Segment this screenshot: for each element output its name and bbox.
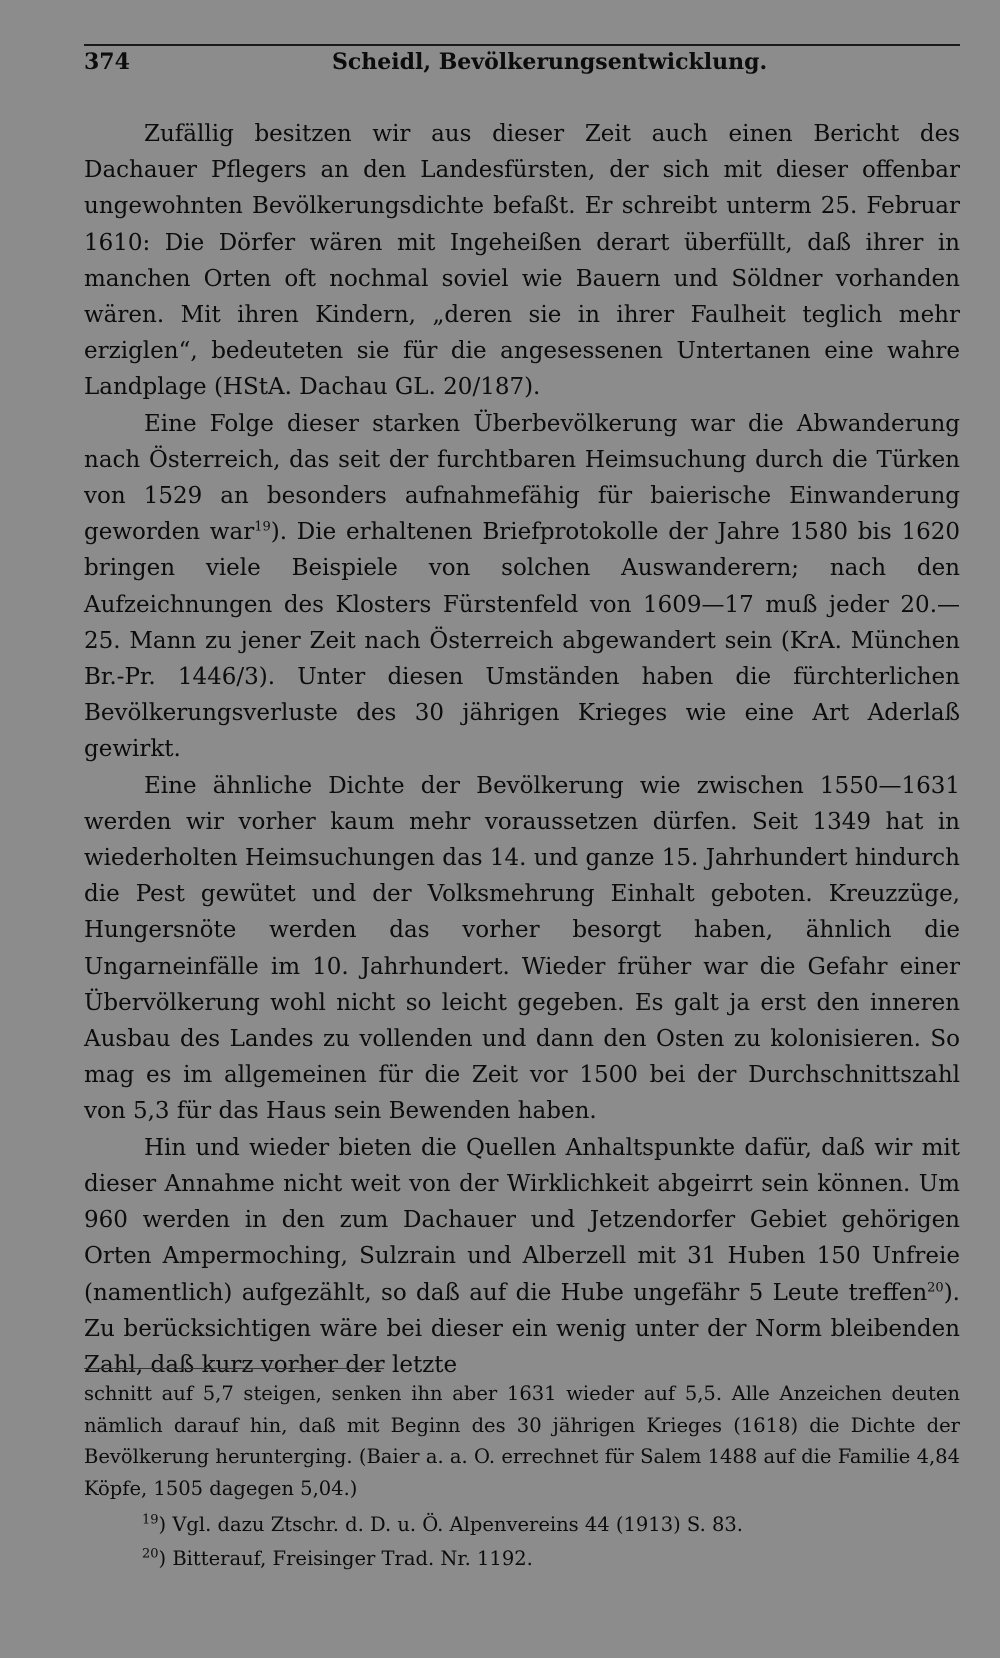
paragraph-2 xyxy=(84,406,960,768)
footnotes xyxy=(84,1508,960,1576)
footnote-19-mark: 19 xyxy=(142,1512,159,1528)
page-header xyxy=(84,44,960,75)
paragraph-4-part-a: Hin und wieder bieten die Quellen Anhaltspunkte dafür, daß wir mit dieser Annahme nicht weit von der Wirklichkeit abgeirrt sein können. Um 960 werden in den zum Dachauer und Jetzendorfer Gebiet gehörigen Orten Ampermoching, Sulzrain und Alberzell mit 31 Huben 150 Unfreie (namentlich) aufgezählt, so daß auf die Hube ungefähr 5 Leute treffen xyxy=(84,1134,960,1306)
footnote-19 xyxy=(84,1508,960,1542)
footnote-20 xyxy=(84,1542,960,1576)
paragraph-2-part-b: ). Die erhaltenen Briefprotokolle der Jahre 1580 bis 1620 bringen viele Beispiele von solchen Auswanderern; nach den Aufzeichnungen des Klosters Fürstenfeld von 1609—17 muß jeder 20.—25. Mann zu jener Zeit nach Österreich abgewandert sein (KrA. München Br.-Pr. 1446/3). Unter diesen Umständen haben die fürchterlichen Bevölkerungsverluste des 30 jährigen Krieges wie eine Art Aderlaß gewirkt. xyxy=(84,519,960,763)
paragraph-4-part-b: ). Zu berücksichtigen wäre bei dieser ein wenig unter der Norm bleibenden Zahl, daß kurz vorher der letzte xyxy=(84,1279,960,1378)
carryover-footnote-text: schnitt auf 5,7 steigen, senken ihn aber 1631 wieder auf 5,5. Alle Anzeichen deuten nämlich darauf hin, daß mit Beginn des 30 jährigen Krieges (1618) die Dichte der Bevölkerung herunterging. (Baier a. a. O. errechnet für Salem 1488 auf die Familie 4,84 Köpfe, 1505 dagegen 5,04.) xyxy=(84,1382,960,1500)
paragraph-2-part-a: Eine Folge dieser starken Überbevölkerung war die Abwanderung nach Österreich, das seit der furchtbaren Heimsuchung durch die Türken von 1529 an besonders aufnahmefähig für baierische Einwanderung geworden war xyxy=(84,410,960,546)
footnote-20-mark: 20 xyxy=(142,1546,159,1562)
running-title: Scheidl, Bevölkerungsentwicklung. xyxy=(332,49,768,75)
paragraph-4 xyxy=(84,1130,960,1383)
footnote-20-text: ) Bitterauf, Freisinger Trad. Nr. 1192. xyxy=(158,1547,533,1570)
main-text xyxy=(84,116,960,1383)
footnote-19-text: ) Vgl. dazu Ztschr. d. D. u. Ö. Alpenvereins 44 (1913) S. 83. xyxy=(158,1513,743,1536)
carryover-footnote xyxy=(84,1378,960,1504)
footnote-ref-20: 20 xyxy=(927,1279,944,1295)
footnote-divider xyxy=(84,1368,384,1369)
paragraph-1: Zufällig besitzen wir aus dieser Zeit auch einen Bericht des Dachauer Pflegers an den Landesfürsten, der sich mit dieser offenbar ungewohnten Bevölkerungsdichte befaßt. Er schreibt unterm 25. Februar 1610: Die Dörfer wären mit Ingeheißen derart überfüllt, daß ihrer in manchen Orten oft nochmal soviel wie Bauern und Söldner vorhanden wären. Mit ihren Kindern, „deren sie in ihrer Faulheit teglich mehr erziglen“, bedeuteten sie für die angesessenen Untertanen eine wahre Landplage (HStA. Dachau GL. 20/187). xyxy=(84,121,960,401)
paragraph-3: Eine ähnliche Dichte der Bevölkerung wie zwischen 1550—1631 werden wir vorher kaum mehr voraussetzen dürfen. Seit 1349 hat in wiederholten Heimsuchungen das 14. und ganze 15. Jahrhundert hindurch die Pest gewütet und der Volksmehrung Einhalt geboten. Kreuzzüge, Hungersnöte werden das vorher besorgt haben, ähnlich die Ungarneinfälle im 10. Jahrhundert. Wieder früher war die Gefahr einer Übervölkerung wohl nicht so leicht gegeben. Es galt ja erst den inneren Ausbau des Landes zu vollenden und dann den Osten zu kolonisieren. So mag es im allgemeinen für die Zeit vor 1500 bei der Durchschnittszahl von 5,3 für das Haus sein Bewenden haben. xyxy=(84,772,960,1125)
page-number: 374 xyxy=(84,49,130,75)
footnote-ref-19: 19 xyxy=(254,519,271,535)
